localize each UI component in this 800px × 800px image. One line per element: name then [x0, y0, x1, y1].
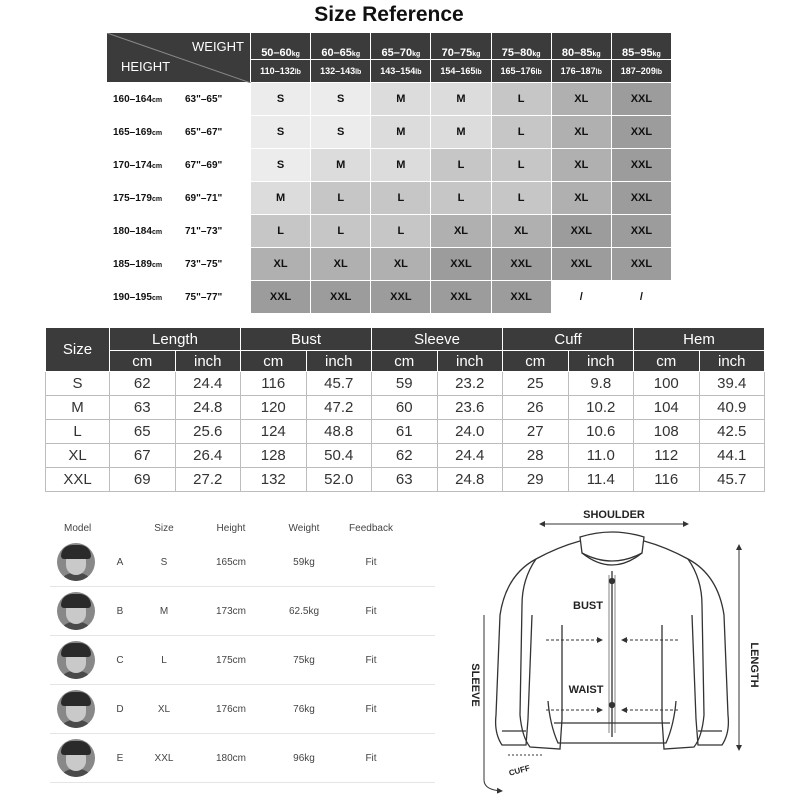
measurement-value: 65 — [110, 420, 176, 444]
unit-header: cm — [241, 351, 307, 372]
height-inch: 75"–77" — [179, 281, 251, 314]
measurement-value: 48.8 — [306, 420, 372, 444]
recommended-size-cell: S — [311, 83, 371, 116]
measurement-value: 10.6 — [568, 420, 634, 444]
model-size: XL — [157, 703, 171, 715]
recommended-size-cell: L — [431, 149, 491, 182]
measurement-value: 47.2 — [306, 396, 372, 420]
height-row — [107, 149, 672, 182]
measurement-value: 104 — [634, 396, 700, 420]
measurement-value: 128 — [241, 444, 307, 468]
measurement-value: 45.7 — [306, 372, 372, 396]
height-inch: 63"–65" — [179, 83, 251, 116]
model-feedback: Fit — [365, 703, 377, 715]
height-row — [107, 281, 672, 314]
recommended-size-cell: L — [251, 215, 311, 248]
weight-lb-header: 143–154lb — [371, 60, 431, 83]
unit-header: inch — [306, 351, 372, 372]
recommended-size-cell: XXL — [611, 215, 671, 248]
recommended-size-cell: M — [371, 116, 431, 149]
measurement-value: 10.2 — [568, 396, 634, 420]
recommended-size-cell: L — [371, 215, 431, 248]
model-row — [50, 538, 435, 587]
height-inch: 69"–71" — [179, 182, 251, 215]
unit-header: cm — [503, 351, 569, 372]
measurement-value: 42.5 — [699, 420, 765, 444]
measurement-value: 24.8 — [175, 396, 241, 420]
measurement-value: 24.4 — [175, 372, 241, 396]
recommended-size-cell: S — [311, 116, 371, 149]
weight-lb-header: 187–209lb — [611, 60, 671, 83]
recommended-size-cell: XL — [551, 182, 611, 215]
measurement-chart — [45, 327, 765, 492]
measurement-value: 25 — [503, 372, 569, 396]
measurement-row — [46, 444, 765, 468]
height-cm: 185–189cm — [107, 248, 179, 281]
measurement-value: 26 — [503, 396, 569, 420]
size-header: Size — [46, 328, 110, 372]
measurement-value: 50.4 — [306, 444, 372, 468]
size-cell: L — [46, 420, 110, 444]
weight-label: WEIGHT — [192, 39, 244, 54]
recommended-size-cell: XXL — [491, 281, 551, 314]
model-feedback: Fit — [365, 752, 377, 764]
measurement-row — [46, 468, 765, 492]
model-table-header — [50, 518, 435, 538]
measure-group-header: Bust — [241, 328, 372, 351]
model-id: B — [116, 605, 124, 617]
measure-group-header: Cuff — [503, 328, 634, 351]
measurement-value: 28 — [503, 444, 569, 468]
measurement-row — [46, 372, 765, 396]
measurement-row — [46, 396, 765, 420]
height-cm: 190–195cm — [107, 281, 179, 314]
measurement-value: 26.4 — [175, 444, 241, 468]
height-inch: 67"–69" — [179, 149, 251, 182]
recommended-size-cell: M — [431, 83, 491, 116]
measurement-value: 11.4 — [568, 468, 634, 492]
recommended-size-cell: XL — [371, 248, 431, 281]
measurement-value: 60 — [372, 396, 438, 420]
recommended-size-cell: M — [311, 149, 371, 182]
recommended-size-cell: M — [251, 182, 311, 215]
measurement-value: 59 — [372, 372, 438, 396]
measurement-value: 24.0 — [437, 420, 503, 444]
model-size: S — [160, 556, 168, 568]
unit-header: inch — [437, 351, 503, 372]
model-row — [50, 636, 435, 685]
model-weight: 96kg — [293, 752, 315, 764]
model-row — [50, 685, 435, 734]
measurement-value: 9.8 — [568, 372, 634, 396]
measurement-row — [46, 420, 765, 444]
model-id: E — [116, 752, 124, 764]
model-size: XXL — [154, 752, 174, 764]
model-feedback: Fit — [365, 654, 377, 666]
height-row — [107, 182, 672, 215]
recommended-size-cell: S — [251, 83, 311, 116]
avatar — [57, 543, 95, 581]
weight-kg-header: 70–75kg — [431, 33, 491, 60]
unit-header: cm — [372, 351, 438, 372]
height-row — [107, 248, 672, 281]
jacket-outline — [496, 532, 729, 749]
recommended-size-cell: XL — [491, 215, 551, 248]
waist-label: WAIST — [568, 684, 604, 696]
model-feedback: Fit — [365, 556, 377, 568]
recommended-size-cell: XL — [251, 248, 311, 281]
measurement-value: 63 — [110, 396, 176, 420]
recommended-size-cell: XXL — [251, 281, 311, 314]
model-id: D — [116, 703, 124, 715]
model-header: Model — [64, 522, 92, 534]
avatar — [57, 690, 95, 728]
height-cm: 170–174cm — [107, 149, 179, 182]
model-height: 165cm — [215, 556, 246, 568]
recommended-size-cell: XXL — [551, 248, 611, 281]
model-size: L — [161, 654, 167, 666]
recommended-size-cell: L — [431, 182, 491, 215]
recommended-size-cell: XXL — [611, 83, 671, 116]
recommended-size-cell: XL — [431, 215, 491, 248]
recommended-size-cell: XXL — [611, 248, 671, 281]
size-cell: XXL — [46, 468, 110, 492]
weight-lb-header: 176–187lb — [551, 60, 611, 83]
measurement-value: 24.8 — [437, 468, 503, 492]
recommended-size-cell: S — [251, 149, 311, 182]
weight-col-header: Weight — [288, 522, 320, 534]
measurement-value: 62 — [372, 444, 438, 468]
cuff-label: CUFF — [507, 763, 531, 778]
recommended-size-cell: L — [371, 182, 431, 215]
unit-header: cm — [634, 351, 700, 372]
weight-kg-header: 80–85kg — [551, 33, 611, 60]
bust-label: BUST — [573, 600, 603, 612]
height-col-header: Height — [216, 522, 246, 534]
recommended-size-cell: S — [251, 116, 311, 149]
measurement-value: 61 — [372, 420, 438, 444]
measure-group-header: Sleeve — [372, 328, 503, 351]
model-height: 175cm — [215, 654, 246, 666]
weight-kg-header: 65–70kg — [371, 33, 431, 60]
recommended-size-cell: XL — [551, 83, 611, 116]
size-col-header: Size — [154, 522, 174, 534]
height-inch: 73"–75" — [179, 248, 251, 281]
recommended-size-cell: XXL — [611, 149, 671, 182]
model-height: 180cm — [215, 752, 246, 764]
recommended-size-cell: XXL — [311, 281, 371, 314]
sleeve-label: SLEEVE — [469, 663, 481, 707]
recommended-size-cell: / — [611, 281, 671, 314]
recommended-size-cell: XXL — [611, 182, 671, 215]
measurement-value: 132 — [241, 468, 307, 492]
recommended-size-cell: XXL — [431, 248, 491, 281]
height-cm: 160–164cm — [107, 83, 179, 116]
shoulder-label: SHOULDER — [583, 509, 645, 521]
unit-header: inch — [699, 351, 765, 372]
measurement-value: 67 — [110, 444, 176, 468]
measurement-value: 27.2 — [175, 468, 241, 492]
jacket-measurement-diagram — [462, 505, 762, 797]
model-weight: 62.5kg — [288, 605, 320, 617]
avatar — [57, 592, 95, 630]
model-weight: 75kg — [293, 654, 315, 666]
model-row — [50, 734, 435, 783]
recommended-size-cell: XL — [311, 248, 371, 281]
height-cm: 175–179cm — [107, 182, 179, 215]
model-height: 173cm — [215, 605, 246, 617]
recommended-size-cell: L — [491, 116, 551, 149]
size-cell: M — [46, 396, 110, 420]
model-height: 176cm — [215, 703, 246, 715]
model-id: A — [116, 556, 124, 568]
measurement-value: 24.4 — [437, 444, 503, 468]
weight-kg-header: 60–65kg — [311, 33, 371, 60]
measurement-value: 27 — [503, 420, 569, 444]
recommended-size-cell: L — [491, 149, 551, 182]
recommended-size-cell: XXL — [371, 281, 431, 314]
size-reference-table — [106, 32, 672, 314]
recommended-size-cell: L — [491, 83, 551, 116]
unit-header: inch — [175, 351, 241, 372]
measurement-value: 39.4 — [699, 372, 765, 396]
measurement-value: 108 — [634, 420, 700, 444]
height-inch: 71"–73" — [179, 215, 251, 248]
size-reference-chart — [106, 0, 672, 314]
unit-header: cm — [110, 351, 176, 372]
measurement-value: 69 — [110, 468, 176, 492]
height-inch: 65"–67" — [179, 116, 251, 149]
measurement-value: 11.0 — [568, 444, 634, 468]
recommended-size-cell: M — [371, 149, 431, 182]
recommended-size-cell: M — [371, 83, 431, 116]
height-cm: 165–169cm — [107, 116, 179, 149]
weight-lb-header: 110–132lb — [251, 60, 311, 83]
height-row — [107, 215, 672, 248]
model-size: M — [159, 605, 169, 617]
unit-header: inch — [568, 351, 634, 372]
recommended-size-cell: XXL — [491, 248, 551, 281]
avatar — [57, 739, 95, 777]
model-weight: 59kg — [293, 556, 315, 568]
measurement-value: 63 — [372, 468, 438, 492]
height-cm: 180–184cm — [107, 215, 179, 248]
length-label: LENGTH — [748, 642, 760, 688]
size-cell: S — [46, 372, 110, 396]
avatar — [57, 641, 95, 679]
recommended-size-cell: L — [491, 182, 551, 215]
model-weight: 76kg — [293, 703, 315, 715]
recommended-size-cell: XXL — [431, 281, 491, 314]
recommended-size-cell: L — [311, 182, 371, 215]
measurement-value: 124 — [241, 420, 307, 444]
recommended-size-cell: XXL — [551, 215, 611, 248]
measurement-value: 112 — [634, 444, 700, 468]
weight-lb-header: 132–143lb — [311, 60, 371, 83]
size-reference-title: Size Reference — [314, 3, 464, 26]
measurement-value: 120 — [241, 396, 307, 420]
weight-lb-header: 165–176lb — [491, 60, 551, 83]
model-reference-table — [50, 518, 435, 783]
height-label: HEIGHT — [121, 59, 171, 74]
height-row — [107, 116, 672, 149]
recommended-size-cell: XXL — [611, 116, 671, 149]
recommended-size-cell: M — [431, 116, 491, 149]
measurement-value: 62 — [110, 372, 176, 396]
height-row — [107, 83, 672, 116]
measurement-value: 116 — [241, 372, 307, 396]
measurement-value: 116 — [634, 468, 700, 492]
measurement-value: 23.6 — [437, 396, 503, 420]
weight-kg-header: 75–80kg — [491, 33, 551, 60]
measurement-value: 40.9 — [699, 396, 765, 420]
weight-kg-header: 50–60kg — [251, 33, 311, 60]
measurement-value: 23.2 — [437, 372, 503, 396]
model-id: C — [116, 654, 124, 666]
measure-group-header: Length — [110, 328, 241, 351]
measurement-value: 45.7 — [699, 468, 765, 492]
recommended-size-cell: L — [311, 215, 371, 248]
measurement-table — [45, 327, 765, 492]
weight-kg-header: 85–95kg — [611, 33, 671, 60]
weight-height-corner — [107, 33, 251, 83]
model-feedback: Fit — [365, 605, 377, 617]
measure-group-header: Hem — [634, 328, 765, 351]
measurement-value: 44.1 — [699, 444, 765, 468]
recommended-size-cell: / — [551, 281, 611, 314]
feedback-col-header: Feedback — [349, 522, 393, 534]
recommended-size-cell: XL — [551, 149, 611, 182]
measurement-value: 100 — [634, 372, 700, 396]
size-cell: XL — [46, 444, 110, 468]
recommended-size-cell: XL — [551, 116, 611, 149]
measurement-value: 25.6 — [175, 420, 241, 444]
measurement-value: 52.0 — [306, 468, 372, 492]
measurement-value: 29 — [503, 468, 569, 492]
model-row — [50, 587, 435, 636]
weight-lb-header: 154–165lb — [431, 60, 491, 83]
